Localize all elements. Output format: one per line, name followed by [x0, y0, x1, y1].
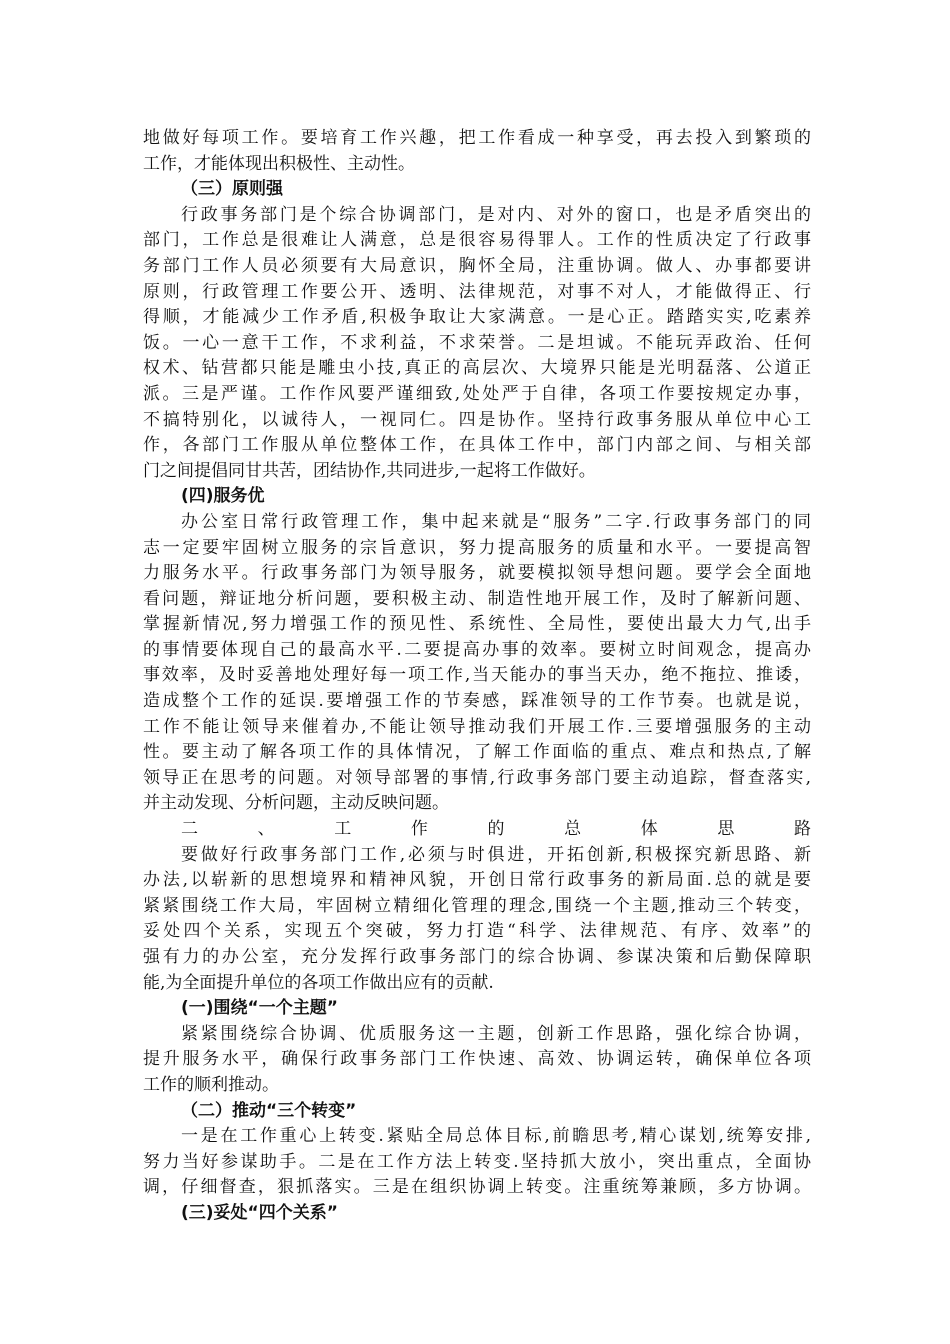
text-line: 作，各部门工作服从单位整体工作，在具体工作中，部门内部之间、与相关部 [143, 435, 811, 456]
section-heading: (一)围绕“一个主题” [181, 998, 338, 1019]
text-line: 办公室日常行政管理工作，集中起来就是“服务”二字.行政事务部门的同 [181, 511, 811, 532]
text-line: 事效率，及时妥善地处理好每一项工作,当天能办的事当天办，绝不拖拉、推诿， [143, 665, 811, 686]
text-line: 一是在工作重心上转变.紧贴全局总体目标,前瞻思考,精心谋划,统筹安排, [181, 1126, 811, 1147]
text-line: 妥处四个关系，实现五个突破，努力打造“科学、法律规范、有序、效率”的 [143, 921, 811, 942]
text-line: 权术、钻营都只能是雕虫小技,真正的高层次、大境界只能是光明磊落、公道正 [143, 358, 811, 379]
text-line: 工作，才能体现出积极性、主动性。 [143, 153, 415, 174]
text-line: 办法,以崭新的思想境界和精神风貌，开创日常行政事务的新局面.总的就是要 [143, 870, 811, 891]
text-line: 得顺，才能减少工作矛盾,积极争取让大家满意。一是心正。踏踏实实,吃素养 [143, 307, 811, 328]
text-line: 工作的顺利推动。 [143, 1074, 279, 1095]
text-line: 看问题，辩证地分析问题，要积极主动、制造性地开展工作，及时了解新问题、 [143, 588, 811, 609]
text-line: 地做好每项工作。要培育工作兴趣，把工作看成一种享受，再去投入到繁琐的 [143, 128, 811, 148]
text-line: 工作不能让领导来催着办,不能让领导推动我们开展工作.三要增强服务的主动 [143, 716, 811, 737]
text-line: 造成整个工作的延误.要增强工作的节奏感，踩准领导的工作节奏。也就是说， [143, 691, 811, 712]
text-line: 努力当好参谋助手。二是在工作方法上转变.坚持抓大放小，突出重点，全面协 [143, 1151, 811, 1172]
section-heading: (四)服务优 [181, 486, 265, 507]
text-line: 掌握新情况,努力增强工作的预见性、系统性、全局性，要使出最大力气,出手 [143, 614, 811, 635]
text-line: 调，仔细督查，狠抓落实。三是在组织协调上转变。注重统筹兼顾，多方协调。 [143, 1177, 811, 1198]
text-line: 部门，工作总是很难让人满意，总是很容易得罪人。工作的性质决定了行政事 [143, 230, 811, 251]
text-line: 门之间提倡同甘共苦，团结协作,共同进步,一起将工作做好。 [143, 460, 596, 481]
text-line: 派。三是严谨。工作作风要严谨细致,处处严于自律，各项工作要按规定办事， [143, 383, 811, 404]
section-heading: （二）推动“三个转变” [181, 1100, 357, 1121]
text-line: 并主动发现、分析问题，主动反映问题。 [143, 793, 449, 814]
text-line: 领导正在思考的问题。对领导部署的事情,行政事务部门要主动追踪，督查落实, [143, 767, 811, 788]
text-line: 力服务水平。行政事务部门为领导服务，就要模拟领导想问题。要学会全面地 [143, 563, 811, 584]
text-line: 的事情要体现自己的最高水平.二要提高办事的效率。要树立时间观念，提高办 [143, 639, 811, 660]
text-line: 性。要主动了解各项工作的具体情况，了解工作面临的重点、难点和热点,了解 [143, 742, 811, 763]
text-line: 紧紧围绕综合协调、优质服务这一主题，创新工作思路，强化综合协调， [181, 1023, 811, 1044]
text-line: 二、工作的总体思路 [181, 819, 811, 840]
text-line: 提升服务水平，确保行政事务部门工作快速、高效、协调运转，确保单位各项 [143, 1049, 811, 1070]
text-line: 强有力的办公室，充分发挥行政事务部门的综合协调、参谋决策和后勤保障职 [143, 947, 811, 967]
section-heading: （三）原则强 [181, 179, 283, 200]
text-line: 务部门工作人员必须要有大局意识，胸怀全局，注重协调。做人、办事都要讲 [143, 255, 811, 276]
text-line: 要做好行政事务部门工作,必须与时俱进，开拓创新,积极探究新思路、新 [181, 844, 811, 865]
section-heading: (三)妥处“四个关系” [181, 1202, 338, 1223]
text-line: 原则，行政管理工作要公开、透明、法律规范，对事不对人，才能做得正、行 [143, 281, 811, 302]
text-line: 不搞特别化，以诚待人，一视同仁。四是协作。坚持行政事务服从单位中心工 [143, 409, 811, 430]
text-line: 饭。一心一意干工作，不求利益，不求荣誉。二是坦诚。不能玩弄政治、任何 [143, 332, 811, 353]
document-body [143, 126, 811, 1227]
text-line: 能,为全面提升单位的各项工作做出应有的贡献. [143, 972, 494, 993]
text-line: 行政事务部门是个综合协调部门，是对内、对外的窗口，也是矛盾突出的 [181, 204, 811, 225]
text-line: 志一定要牢固树立服务的宗旨意识，努力提高服务的质量和水平。一要提高智 [143, 537, 811, 558]
text-line: 紧紧围绕工作大局，牢固树立精细化管理的理念,围绕一个主题,推动三个转变， [143, 895, 811, 916]
